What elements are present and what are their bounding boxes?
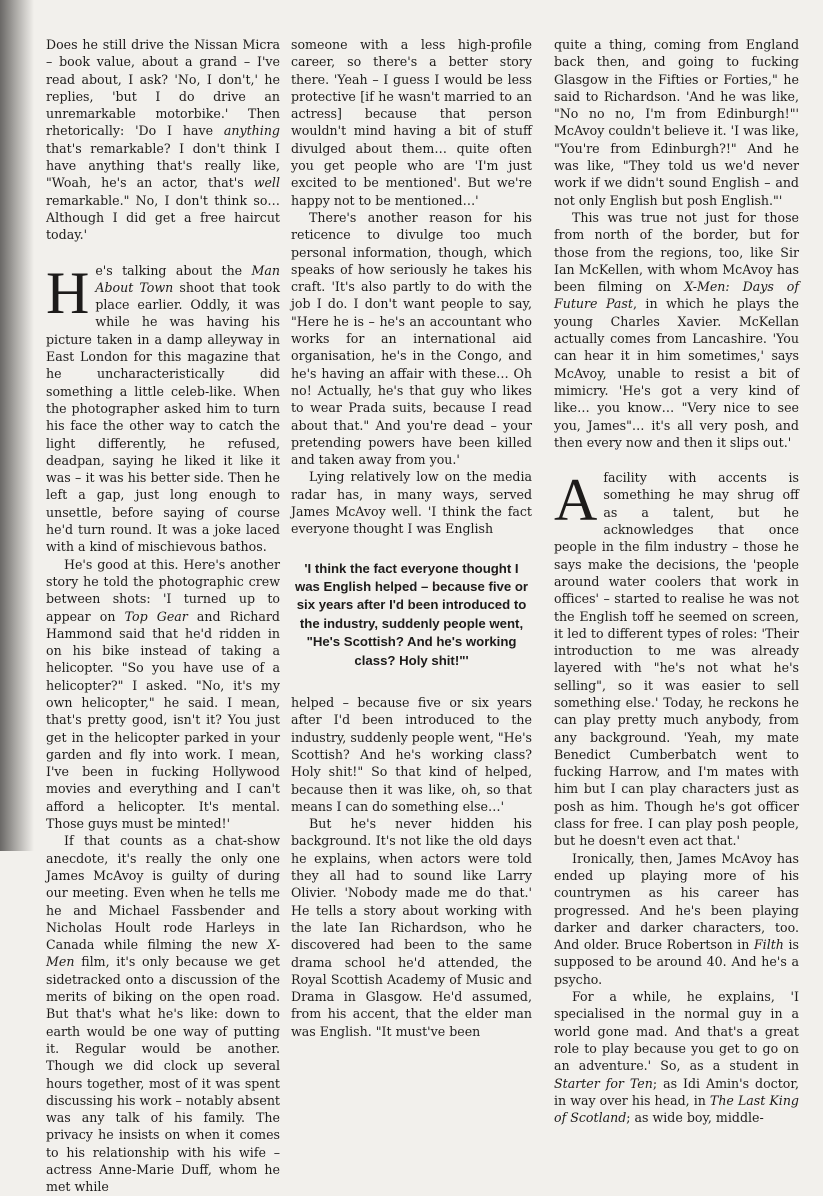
- paragraph: quite a thing, coming from England back then, and going to fucking Glasgow in the Fifties or Forties," he said to Richardson. 'And he was like, "No no no, I'm from Edinburgh!"' McAvoy couldn't believe it. 'I was like, "You're from Edinburgh?!" And he was like, "They told us we'd never work if we didn't sound English – and not only English but posh English."': [554, 37, 799, 208]
- paragraph: helped – because five or six years after I'd been introduced to the industry, suddenly people went, "He's Scottish? And he's working class? Holy shit!" So that kind of helped, because then it was like, oh, so that means I can do something else…': [291, 695, 532, 814]
- drop-cap: A: [554, 467, 598, 534]
- paragraph: someone with a less high-profile career, so there's a better story there. 'Yeah – I guess I would be less protective [if he wasn't married to an actress] because that person wouldn't mind having a bit of stuff divulged about them… quite often you get people who are 'I'm just excited to be mentioned'. But we're happy not to be mentioned…': [291, 37, 532, 208]
- paragraph: Lying relatively low on the media radar has, in many ways, served James McAvoy well. 'I think the fact everyone thought I was English: [291, 469, 532, 537]
- column-2: [291, 36, 532, 1040]
- paragraph: For a while, he explains, 'I specialised in the normal guy in a world gone mad. And that's a great role to play because you get to go on an adventure.' So, as a student in Starter for Ten; as Idi Amin's doctor, in way over his head, in The Last King of Scotland; as wide boy, middle-: [554, 989, 800, 1126]
- paragraph-dropcap: He's talking about the Man About Town shoot that took place earlier. Oddly, it was while he was having his picture taken in a damp alleyway in East London for this magazine that he uncharacteristically did something a little celeb-like. When the photographer asked him to turn his face the other way to catch the light differently, he refused, deadpan, saying he liked it like it was – it was his better side. Then he left a gap, just long enough to unsettle, before saying of course he'd turn round. It was a joke laced with a kind of mischievous bathos.: [46, 259, 280, 555]
- paragraph: Ironically, then, James McAvoy has ended up playing more of his countrymen as his career has progressed. And he's been playing darker and darker characters, too. And older. Bruce Robertson in Filth is supposed to be around 40. And he's a psycho.: [554, 850, 799, 987]
- drop-cap: H: [46, 259, 90, 326]
- paragraph: Does he still drive the Nissan Micra – book value, about a grand – I've read about, I ask? 'No, I don't,' he replies, 'but I do drive an unremarkable motorbike.' Then rhetorically: 'Do I have anything that's remarkable? I don't think I have anything that's really like, "Woah, he's an actor, that's well remarkable." No, I don't think so… Although I did get a free haircut today.': [46, 37, 280, 243]
- page-gutter-shadow: [0, 0, 34, 851]
- column-1: [46, 36, 280, 1196]
- paragraph: If that counts as a chat-show anecdote, it's really the only one James McAvoy is guilty of during our meeting. Even when he tells me he and Michael Fassbender and Nicholas Hoult rode Harleys in Canada while filming the new X-Men film, it's only because we get sidetracked onto a discussion of the merits of biking on the open road. But that's what he's like: down to earth would be one way of putting it. Regular would be another. Though we did clock up several hours together, most of it was spent discussing his work – notably absent was any talk of his family. The privacy he insists on when it comes to his relationship with his wife – actress Anne-Marie Duff, whom he met while: [46, 833, 280, 1195]
- column-3: [554, 36, 799, 1126]
- paragraph: But he's never hidden his background. It's not like the old days he explains, when actors were told they all had to sound like Larry Olivier. 'Nobody made me do that.' He tells a story about working with the late Ian Richardson, who he discovered had been to the same drama school he'd attended, the Royal Scottish Academy of Music and Drama in Glasgow. He'd assumed, from his accent, that the elder man was English. "It must've been: [291, 816, 532, 1039]
- paragraph: This was true not just for those from north of the border, but for those from the regions, too, like Sir Ian McKellen, with whom McAvoy has been filming on X-Men: Days of Future Past, in which he plays the young Charles Xavier. McKellan actually comes from Lancashire. 'You can hear it in him sometimes,' says McAvoy, unable to resist a bit of mimicry. 'He's got a very kind of like… you know… "Very nice to see you, James"… it's all very posh, and then every now and then it slips out.': [554, 209, 800, 450]
- paragraph: He's good at this. Here's another story he told the photographic crew between shots: 'I turned up to appear on Top Gear and Richard Hammond said that he'd ridden in on his bike instead of taking a helicopter. "So you have use of a helicopter?" I asked. "No, it's my own helicopter," he said. I mean, that's pretty good, isn't it? You just get in the helicopter parked in your garden and fly into work. I mean, I've been in fucking Hollywood movies and everything and I can't afford a helicopter. It's mental. Those guys must be minted!': [46, 556, 280, 832]
- pull-quote: 'I think the fact everyone thought I was English helped – because five or six years after I'd been introduced to the industry, suddenly people went, "He's Scottish? And he's working class? Holy shit!"': [294, 560, 529, 668]
- paragraph: There's another reason for his reticence to divulge too much personal information, though, which speaks of how seriously he takes his craft. 'It's also partly to do with the job I do. I don't want people to say, "Here he is – he's an accountant who works for an international aid organisation, he's in the Congo, and he's having an affair with these… Oh no! Actually, he's that guy who likes to wear Prada suits, because I read about that." And you're dead – your pretending powers have been killed and taken away from you.': [291, 209, 532, 468]
- paragraph-dropcap: A facility with accents is something he may shrug off as a talent, but he acknowledges that once people in the film industry – those he says make the decisions, the 'people around water coolers that work in offices' – started to realise he was not the English toff he seemed on screen, it led to different types of roles: 'Their introduction to me was already layered with "he's not what he's selling", so it was easier to sell something else.' Today, he reckons he can play pretty much anybody, from any background. 'Yeah, my mate Benedict Cumberbatch went to fucking Harrow, and I'm mates with him but I can play characters just as posh as him. Though he's got officer class for free. I can play posh people, but he doesn't even act that.': [554, 467, 799, 849]
